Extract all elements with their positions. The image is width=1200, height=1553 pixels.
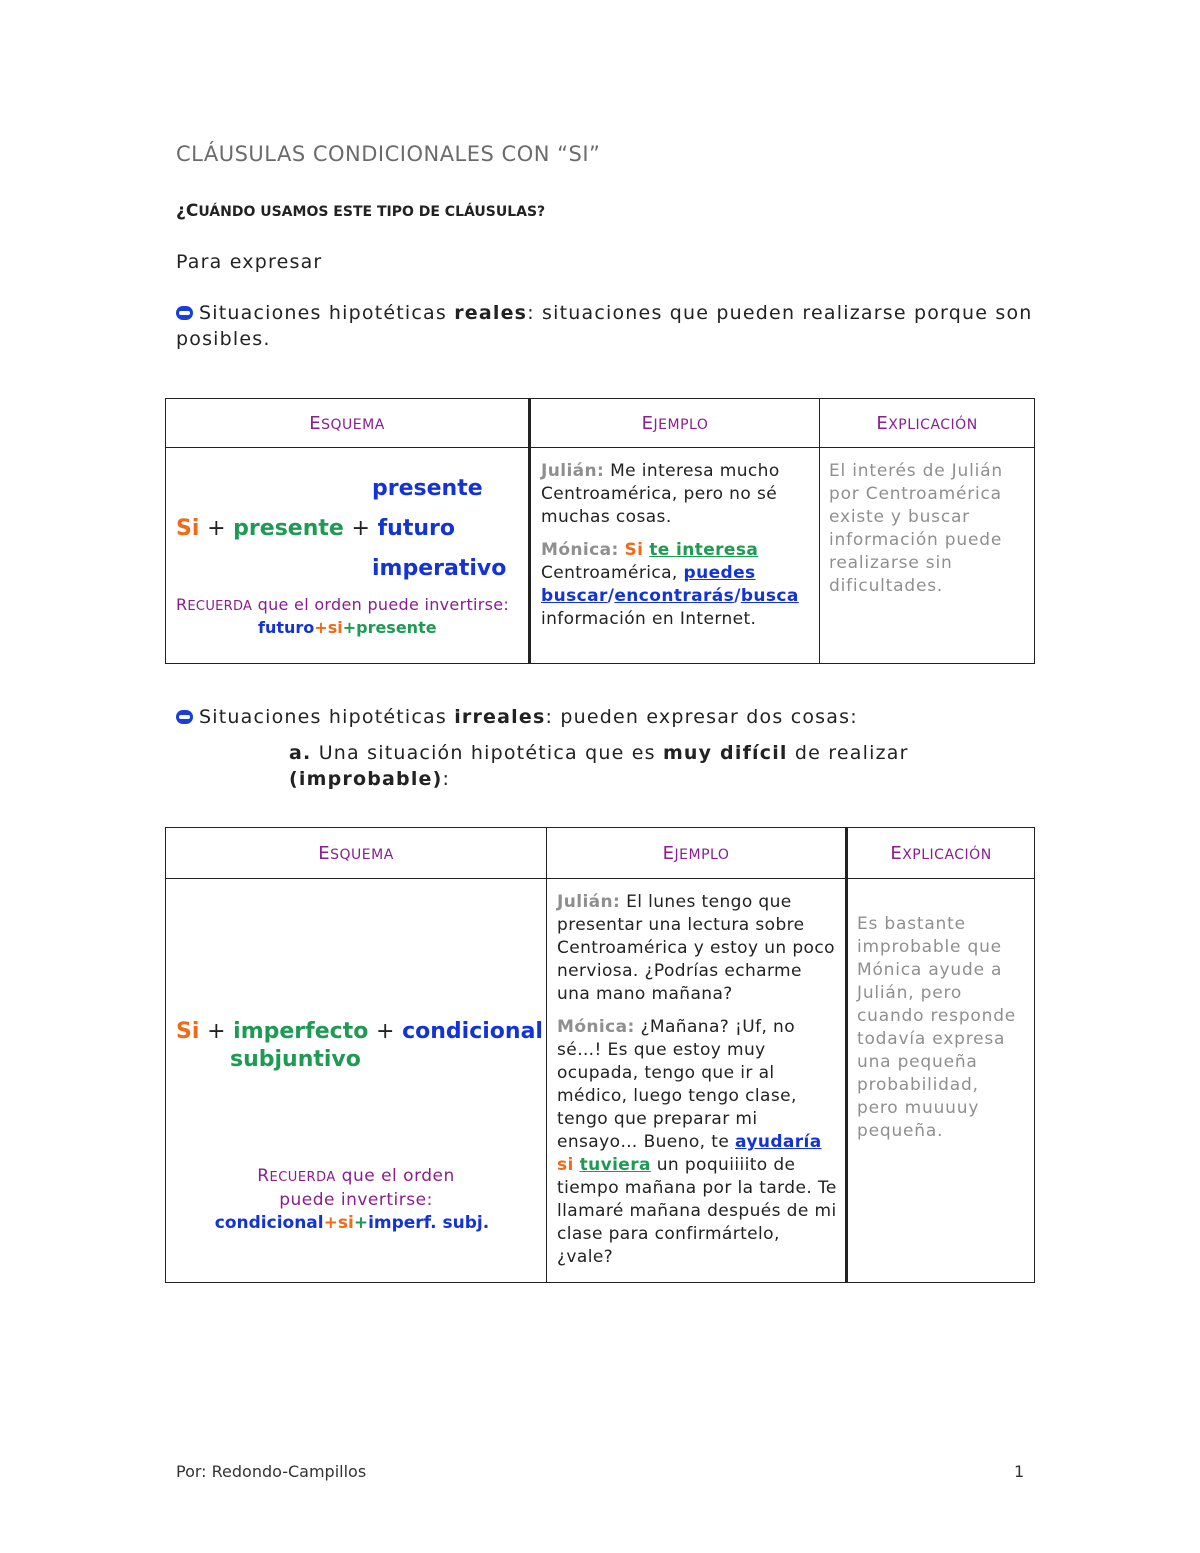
- intro-text: Para expresar: [176, 251, 323, 273]
- header-explicacion: EXPLICACIÓN: [820, 399, 1035, 448]
- arrow-bullet-icon: [176, 710, 193, 724]
- scheme-formula: Si + imperfecto + condicional: [176, 1019, 543, 1044]
- header-esquema: ESQUEMA: [166, 828, 547, 879]
- inverted-formula: condicional+si+imperf. subj.: [214, 1213, 490, 1233]
- example-cell: [547, 879, 847, 1283]
- footer-author: Por: Redondo-Campillos: [176, 1462, 367, 1481]
- header-ejemplo: EJEMPLO: [530, 399, 820, 448]
- irreal-situations-paragraph: Situaciones hipotéticas irreales: pueden expresar dos cosas:: [176, 704, 1036, 730]
- scheme-subjuntivo: subjuntivo: [230, 1047, 361, 1072]
- scheme-cell: [166, 879, 547, 1283]
- section-question-lead: ¿C: [176, 201, 199, 221]
- page-title: CLÁUSULAS CONDICIONALES CON “SI”: [176, 142, 601, 166]
- inverted-formula: futuro+si+presente: [258, 618, 437, 637]
- scheme-cell: [166, 448, 530, 664]
- monica-line: Mónica: ¿Mañana? ¡Uf, no sé…! Es que estoy muy ocupada, tengo que ir al médico, luego tengo clase, tengo que preparar mi ensayo… Bueno, te ayudaría si tuviera un poquiiiito de tiempo mañana por la tarde. Te llamaré mañana después de mi clase para confirmártelo, ¿vale?: [557, 1017, 837, 1267]
- example-cell: [530, 448, 820, 664]
- header-ejemplo: EJEMPLO: [547, 828, 847, 879]
- julian-line: Julián: Me interesa mucho Centroamérica, pero no sé muchas cosas.: [541, 461, 780, 527]
- real-keyword: reales: [454, 302, 528, 324]
- header-explicacion: EXPLICACIÓN: [847, 828, 1035, 879]
- arrow-bullet-icon: [176, 306, 193, 320]
- section-question: [176, 201, 545, 221]
- explanation-text: El interés de Julián por Centroamérica existe y buscar información puede realizarse sin dificultades.: [829, 461, 1003, 596]
- real-situations-paragraph: [176, 300, 1036, 352]
- real-conditions-table: [165, 398, 1035, 664]
- section-question-rest: UÁNDO USAMOS ESTE TIPO DE CLÁUSULAS?: [198, 204, 546, 220]
- monica-line: Mónica: Si te interesa Centroamérica, puedes buscar/encontrarás/busca información en Internet.: [541, 540, 799, 629]
- page-number: 1: [1014, 1462, 1025, 1481]
- julian-line: Julián: El lunes tengo que presentar una lectura sobre Centroamérica y estoy un poco nerviosa. ¿Podrías echarme una mano mañana?: [557, 892, 835, 1004]
- irreal-conditions-table: [165, 827, 1035, 1283]
- scheme-imperativo: imperativo: [372, 556, 507, 581]
- header-esquema: ESQUEMA: [166, 399, 530, 448]
- irreal-point-a: a. Una situación hipotética que es muy difícil de realizar (improbable):: [289, 742, 909, 790]
- explanation-cell: [847, 879, 1035, 1283]
- remember-note: RECUERDA que el orden puede invertirse:: [257, 1166, 455, 1210]
- real-prefix: Situaciones hipotéticas: [199, 302, 455, 324]
- explanation-cell: [820, 448, 1035, 664]
- scheme-formula: Si + presente + futuro: [176, 516, 455, 541]
- explanation-text: Es bastante improbable que Mónica ayude a Julián, pero cuando responde todavía expresa una pequeña probabilidad, pero muuuuy pequeña.: [857, 914, 1017, 1141]
- scheme-presente-top: presente: [372, 476, 483, 501]
- real-suffix: : situaciones que pueden realizarse porque son posibles.: [176, 302, 1033, 350]
- remember-note: RECUERDA que el orden puede invertirse:: [176, 595, 510, 614]
